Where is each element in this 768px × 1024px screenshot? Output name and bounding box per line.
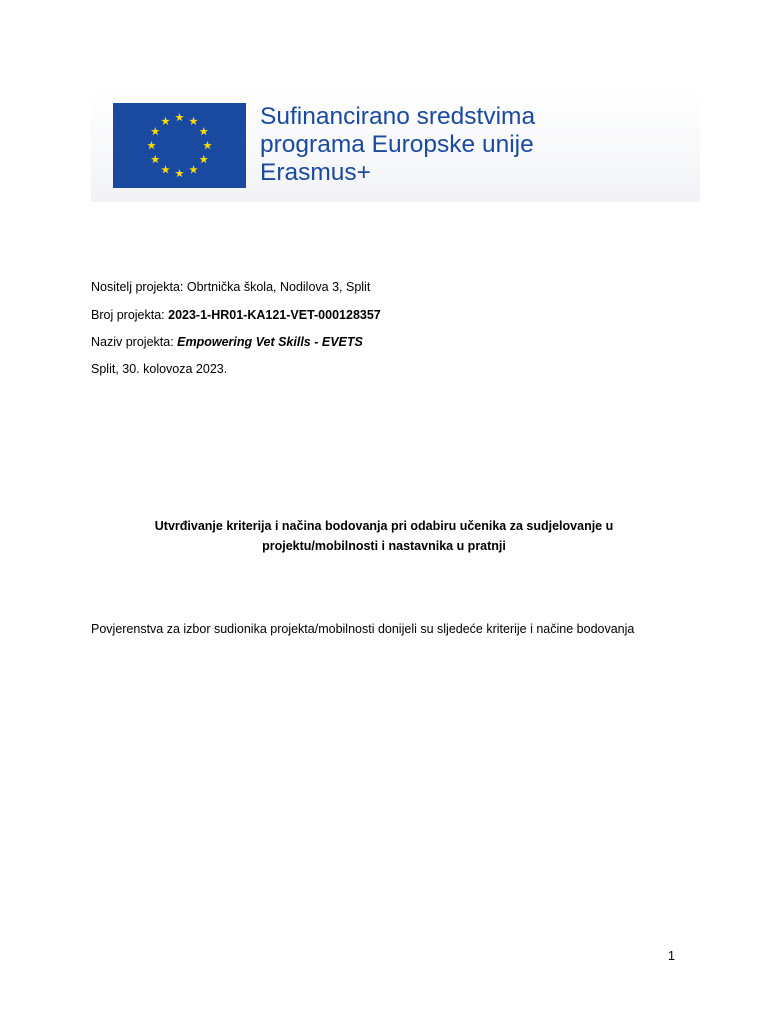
project-holder-label: Nositelj projekta: (91, 280, 187, 294)
document-date (91, 361, 227, 377)
eu-flag-icon (113, 103, 246, 188)
project-name-label: Naziv projekta: (91, 335, 178, 349)
project-holder (91, 279, 370, 295)
project-holder-value: Obrtnička škola, Nodilova 3, Split (186, 280, 371, 294)
logo-line-1: Sufinancirano sredstvima (260, 103, 536, 130)
logo-text (260, 103, 535, 187)
project-name (91, 334, 363, 350)
project-number-value: 2023-1-HR01-KA121-VET-000128357 (168, 308, 381, 322)
document-title (91, 516, 677, 556)
document-title-line-1: Utvrđivanje kriterija i načina bodovanja pri odabiru učenika za sudjelovanje u (154, 519, 614, 533)
document-title-line-2: projektu/mobilnosti i nastavnika u pratnji (262, 539, 506, 553)
document-date-text: Split, 30. kolovoza 2023. (91, 362, 228, 376)
page-number: 1 (668, 949, 675, 963)
logo-line-3: Erasmus+ (260, 159, 371, 186)
eu-flag-stars (113, 103, 246, 188)
project-number (91, 307, 381, 323)
body-paragraph: Povjerenstva za izbor sudionika projekta/mobilnosti donijeli su sljedeće kriterije i načine bodovanja (91, 622, 635, 636)
erasmus-logo-banner (91, 88, 700, 202)
project-number-label: Broj projekta: (91, 308, 169, 322)
logo-line-2: programa Europske unije (260, 131, 534, 158)
project-name-value: Empowering Vet Skills - EVETS (177, 335, 363, 349)
